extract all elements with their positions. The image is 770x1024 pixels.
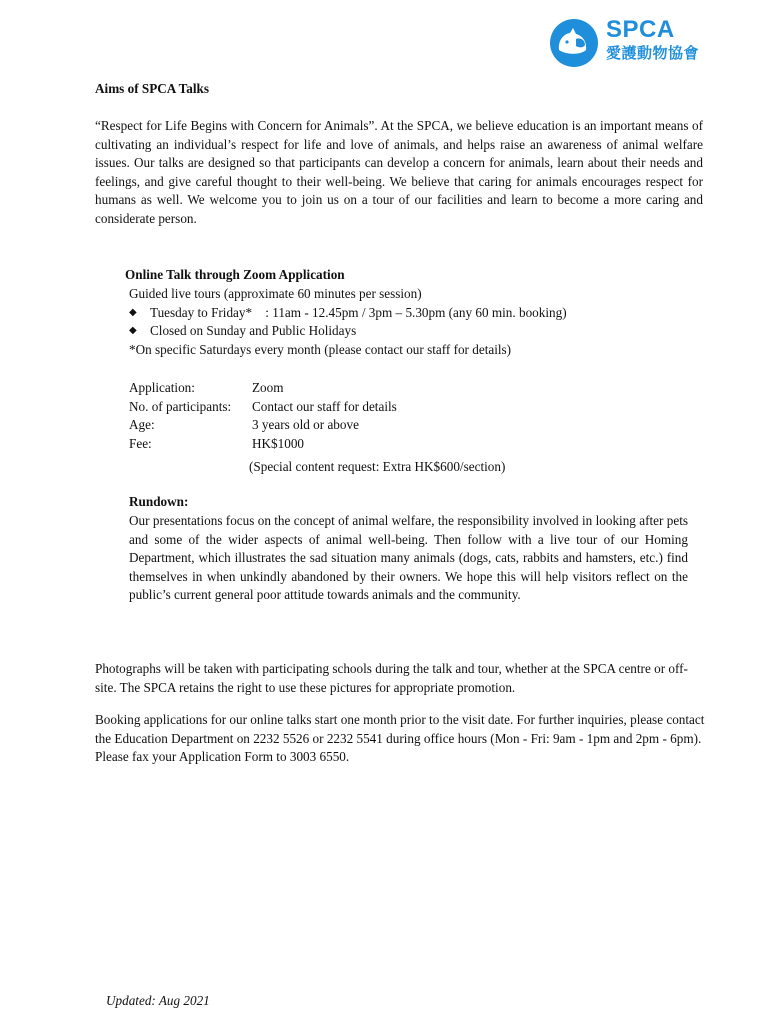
booking-info (95, 711, 705, 767)
schedule-bullet (129, 304, 709, 323)
detail-value: Zoom (252, 380, 284, 395)
online-talk-heading: Online Talk through Zoom Application (125, 267, 345, 282)
closed-bullet (129, 322, 709, 341)
page-title: Aims of SPCA Talks (95, 81, 209, 96)
fax-instruction: Please fax your Application Form to 3003 6550. (95, 749, 350, 765)
logo-wordmark: SPCA (606, 16, 675, 43)
detail-label: Age: (129, 417, 155, 433)
diamond-bullet-icon: ◆ (129, 306, 137, 318)
online-talk-subtitle: Guided live tours (approximate 60 minutes per session) (129, 286, 422, 301)
updated-date: Updated: Aug 2021 (106, 993, 210, 1008)
saturday-note: *On specific Saturdays every month (please contact our staff for details) (129, 341, 512, 357)
detail-value: 3 years old or above (252, 417, 359, 433)
special-request-note: (Special content request: Extra HK$600/section) (249, 459, 506, 474)
detail-row-application (129, 379, 649, 398)
detail-row-participants (129, 398, 649, 417)
rundown-paragraph: Our presentations focus on the concept of animal welfare, the responsibility involved in looking after pets and some of the wider aspects of animal well-being. Then follow with a live tour of our Homing Department, which illustrates the sad situation many animals (dogs, cats, rabbits and hamsters, etc.) find themselves in when unkindly abandoned by their owners. We hope this will help visitors reflect on the public’s current general poor attitude towards animals and the community. (129, 513, 688, 603)
photography-notice: Photographs will be taken with participating schools during the talk and tour, whether at the SPCA centre or off-site. The SPCA retains the right to use these pictures for appropriate promotion. (95, 661, 688, 695)
detail-label: Fee: (129, 435, 152, 451)
rundown-heading: Rundown: (129, 494, 189, 509)
detail-label: Application: (129, 380, 195, 395)
detail-value: Contact our staff for details (252, 398, 397, 414)
detail-label: No. of participants: (129, 398, 232, 414)
spca-logo-icon (546, 17, 602, 69)
closed-bullet-text: Closed on Sunday and Public Holidays (150, 323, 357, 339)
online-talk-details (129, 285, 709, 359)
logo-chinese-name: 愛護動物協會 (606, 44, 700, 62)
detail-row-age (129, 416, 649, 435)
intro-paragraph: “Respect for Life Begins with Concern for Animals”. At the SPCA, we believe education is an important means of cultivating an individual’s respect for life and love of animals, and helps raise an awareness of animal welfare issues. Our talks are designed so that participants can develop a concern for animals, learn about their needs and feelings, and give careful thought to their well-being. We believe that caring for animals encourages respect for humans as well. We welcome you to join us on a tour of our facilities and learn to become a more caring and considerate person. (95, 118, 703, 226)
schedule-bullet-text: Tuesday to Friday* : 11am - 12.45pm / 3pm – 5.30pm (any 60 min. booking) (150, 304, 567, 320)
detail-row-fee (129, 435, 649, 454)
spca-logo (546, 14, 721, 72)
detail-value: HK$1000 (252, 435, 305, 451)
booking-paragraph: Booking applications for our online talks start one month prior to the visit date. For further inquiries, please contact the Education Department on 2232 5526 or 2232 5541 during office hours (Mon - Fri: 9am - 1pm and 2pm - 6pm). (95, 712, 705, 746)
diamond-bullet-icon: ◆ (129, 325, 137, 337)
details-list (129, 379, 649, 453)
